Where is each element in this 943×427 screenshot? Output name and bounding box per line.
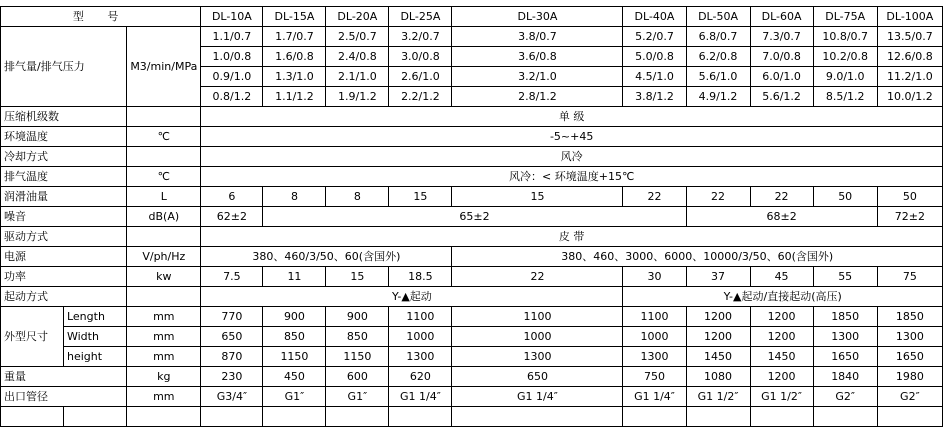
table-cell: 1450 xyxy=(750,347,813,367)
table-cell: 8 xyxy=(326,187,389,207)
weight-row xyxy=(1,367,943,387)
power-row xyxy=(1,267,943,287)
table-cell: 4.5/1.0 xyxy=(623,67,686,87)
model-dl-10a: DL-10A xyxy=(201,7,263,27)
power-supply-unit: V/ph/Hz xyxy=(127,247,201,267)
table-cell: 2.1/1.0 xyxy=(326,67,389,87)
ambient-row xyxy=(1,127,943,147)
table-cell: 2.6/1.0 xyxy=(389,67,452,87)
table-cell: G2″ xyxy=(813,387,877,407)
empty-cell xyxy=(452,407,623,427)
empty-cell xyxy=(813,407,877,427)
model-dl-50a: DL-50A xyxy=(686,7,750,27)
table-cell: 10.0/1.2 xyxy=(877,87,942,107)
outlet-label: 出口管径 xyxy=(1,387,127,407)
dimension-unit: mm xyxy=(127,327,201,347)
table-cell: 22 xyxy=(750,187,813,207)
table-cell: 12.6/0.8 xyxy=(877,47,942,67)
model-dl-40a: DL-40A xyxy=(623,7,686,27)
model-dl-20a: DL-20A xyxy=(326,7,389,27)
empty-cell xyxy=(326,407,389,427)
dimension-row xyxy=(1,307,943,327)
discharge-temp-label: 排气温度 xyxy=(1,167,127,187)
table-cell: 4.9/1.2 xyxy=(686,87,750,107)
table-cell: 10.8/0.7 xyxy=(813,27,877,47)
dimension-sub-label: Width xyxy=(63,327,126,347)
table-cell: G1 1/2″ xyxy=(750,387,813,407)
stages-label: 压缩机级数 xyxy=(1,107,127,127)
start-label: 起动方式 xyxy=(1,287,127,307)
table-cell: 1200 xyxy=(750,327,813,347)
table-cell: 45 xyxy=(750,267,813,287)
table-cell: 1.7/0.7 xyxy=(263,27,326,47)
table-cell: 0.9/1.0 xyxy=(201,67,263,87)
empty-cell xyxy=(389,407,452,427)
table-cell: 22 xyxy=(452,267,623,287)
model-dl-15a: DL-15A xyxy=(263,7,326,27)
drive-row xyxy=(1,227,943,247)
table-cell: 900 xyxy=(326,307,389,327)
table-cell: 850 xyxy=(263,327,326,347)
table-cell: G1″ xyxy=(263,387,326,407)
table-cell: 900 xyxy=(263,307,326,327)
model-dl-60a: DL-60A xyxy=(750,7,813,27)
empty-cell xyxy=(63,407,126,427)
table-cell: 6.0/1.0 xyxy=(750,67,813,87)
table-cell: 380、460/3/50、60(含国外) xyxy=(201,247,452,267)
dimension-unit: mm xyxy=(127,347,201,367)
dimension-sub-label: height xyxy=(63,347,126,367)
table-cell: 75 xyxy=(877,267,942,287)
table-cell: G1 1/4″ xyxy=(389,387,452,407)
discharge-temp-value: 风冷：< 环境温度+15℃ xyxy=(201,167,943,187)
table-cell: 230 xyxy=(201,367,263,387)
power-supply-row xyxy=(1,247,943,267)
empty-cell xyxy=(1,407,64,427)
table-cell: G1 1/2″ xyxy=(686,387,750,407)
table-cell: 10.2/0.8 xyxy=(813,47,877,67)
start-row xyxy=(1,287,943,307)
empty-cell xyxy=(686,407,750,427)
table-cell: 1.9/1.2 xyxy=(326,87,389,107)
table-cell: 7.0/0.8 xyxy=(750,47,813,67)
table-cell: 37 xyxy=(686,267,750,287)
table-cell: 8.5/1.2 xyxy=(813,87,877,107)
table-cell: 1100 xyxy=(389,307,452,327)
table-cell: 1850 xyxy=(813,307,877,327)
dimension-row xyxy=(1,327,943,347)
table-cell: 6 xyxy=(201,187,263,207)
stages-value: 单 级 xyxy=(201,107,943,127)
table-cell: 600 xyxy=(326,367,389,387)
table-cell: 15 xyxy=(452,187,623,207)
table-cell: 1200 xyxy=(686,307,750,327)
empty-cell xyxy=(263,407,326,427)
table-cell: 1.1/1.2 xyxy=(263,87,326,107)
table-cell: 3.8/0.7 xyxy=(452,27,623,47)
table-cell: 1650 xyxy=(813,347,877,367)
air-delivery-unit: M3/min/MPa xyxy=(127,27,201,107)
noise-row xyxy=(1,207,943,227)
oil-label: 润滑油量 xyxy=(1,187,127,207)
table-cell: 1850 xyxy=(877,307,942,327)
spec-table xyxy=(0,6,943,427)
noise-unit: dB(A) xyxy=(127,207,201,227)
table-cell: 1200 xyxy=(750,307,813,327)
table-cell: 1000 xyxy=(623,327,686,347)
header-title: 型 号 xyxy=(1,7,201,27)
table-cell: 65±2 xyxy=(263,207,686,227)
table-cell: 870 xyxy=(201,347,263,367)
table-cell: 850 xyxy=(326,327,389,347)
empty-cell xyxy=(127,407,201,427)
dimension-row xyxy=(1,347,943,367)
cooling-row xyxy=(1,147,943,167)
drive-value: 皮 带 xyxy=(201,227,943,247)
weight-label: 重量 xyxy=(1,367,127,387)
table-cell: 62±2 xyxy=(201,207,263,227)
table-cell: 9.0/1.0 xyxy=(813,67,877,87)
table-cell: 18.5 xyxy=(389,267,452,287)
table-cell: 1200 xyxy=(686,327,750,347)
model-dl-100a: DL-100A xyxy=(877,7,942,27)
table-cell: 15 xyxy=(326,267,389,287)
power-supply-label: 电源 xyxy=(1,247,127,267)
table-cell: G1 1/4″ xyxy=(452,387,623,407)
table-cell: 50 xyxy=(813,187,877,207)
table-cell: 72±2 xyxy=(877,207,942,227)
dimension-sub-label: Length xyxy=(63,307,126,327)
table-cell: 650 xyxy=(452,367,623,387)
table-cell: G1″ xyxy=(326,387,389,407)
header-row xyxy=(1,7,943,27)
table-cell: 380、460、3000、6000、10000/3/50、60(含国外) xyxy=(452,247,943,267)
table-cell: 1650 xyxy=(877,347,942,367)
table-cell: 6.8/0.7 xyxy=(686,27,750,47)
dimension-unit: mm xyxy=(127,307,201,327)
dimensions-label: 外型尺寸 xyxy=(1,307,64,367)
ambient-label: 环境温度 xyxy=(1,127,127,147)
air-delivery-label: 排气量/排气压力 xyxy=(1,27,127,107)
table-cell: 1300 xyxy=(389,347,452,367)
table-cell: 1.3/1.0 xyxy=(263,67,326,87)
table-cell: G2″ xyxy=(877,387,942,407)
ambient-unit: ℃ xyxy=(127,127,201,147)
empty-cell xyxy=(623,407,686,427)
table-cell: 15 xyxy=(389,187,452,207)
table-cell: 5.6/1.0 xyxy=(686,67,750,87)
table-cell: 3.2/1.0 xyxy=(452,67,623,87)
power-unit: kw xyxy=(127,267,201,287)
cooling-label: 冷却方式 xyxy=(1,147,127,167)
table-cell: 5.6/1.2 xyxy=(750,87,813,107)
table-cell: 1080 xyxy=(686,367,750,387)
table-cell: 1200 xyxy=(750,367,813,387)
table-cell: 1000 xyxy=(389,327,452,347)
table-cell: 1450 xyxy=(686,347,750,367)
table-cell: 5.2/0.7 xyxy=(623,27,686,47)
table-cell: 1300 xyxy=(452,347,623,367)
outlet-row xyxy=(1,387,943,407)
table-cell: 450 xyxy=(263,367,326,387)
table-cell: 22 xyxy=(623,187,686,207)
discharge-temp-row xyxy=(1,167,943,187)
table-cell: G1 1/4″ xyxy=(623,387,686,407)
drive-unit xyxy=(127,227,201,247)
discharge-temp-unit: ℃ xyxy=(127,167,201,187)
empty-cell xyxy=(750,407,813,427)
table-cell: 1300 xyxy=(813,327,877,347)
cooling-value: 风冷 xyxy=(201,147,943,167)
drive-label: 驱动方式 xyxy=(1,227,127,247)
air-delivery-row xyxy=(1,27,943,47)
empty-cell xyxy=(201,407,263,427)
table-cell: 1.0/0.8 xyxy=(201,47,263,67)
stages-row xyxy=(1,107,943,127)
model-dl-75a: DL-75A xyxy=(813,7,877,27)
empty-row xyxy=(1,407,943,427)
model-dl-30a: DL-30A xyxy=(452,7,623,27)
weight-unit: kg xyxy=(127,367,201,387)
stages-unit xyxy=(127,107,201,127)
table-cell: 7.5 xyxy=(201,267,263,287)
table-cell: 1100 xyxy=(623,307,686,327)
table-cell: 11 xyxy=(263,267,326,287)
table-cell: 1100 xyxy=(452,307,623,327)
table-cell: 3.8/1.2 xyxy=(623,87,686,107)
table-cell: 68±2 xyxy=(686,207,877,227)
table-cell: 1000 xyxy=(452,327,623,347)
table-cell: 0.8/1.2 xyxy=(201,87,263,107)
table-cell: 2.4/0.8 xyxy=(326,47,389,67)
table-cell: 650 xyxy=(201,327,263,347)
table-cell: 1300 xyxy=(877,327,942,347)
table-cell: 2.5/0.7 xyxy=(326,27,389,47)
oil-unit: L xyxy=(127,187,201,207)
start-unit xyxy=(127,287,201,307)
table-cell: 3.0/0.8 xyxy=(389,47,452,67)
table-cell: 6.2/0.8 xyxy=(686,47,750,67)
power-label: 功率 xyxy=(1,267,127,287)
table-cell: 2.2/1.2 xyxy=(389,87,452,107)
table-cell: 30 xyxy=(623,267,686,287)
table-cell: 1300 xyxy=(623,347,686,367)
table-cell: 1.1/0.7 xyxy=(201,27,263,47)
table-cell: 7.3/0.7 xyxy=(750,27,813,47)
model-dl-25a: DL-25A xyxy=(389,7,452,27)
table-cell: 11.2/1.0 xyxy=(877,67,942,87)
outlet-unit: mm xyxy=(127,387,201,407)
table-cell: 1150 xyxy=(263,347,326,367)
empty-cell xyxy=(877,407,942,427)
table-cell: 3.2/0.7 xyxy=(389,27,452,47)
table-cell: 5.0/0.8 xyxy=(623,47,686,67)
table-cell: 770 xyxy=(201,307,263,327)
table-cell: G3/4″ xyxy=(201,387,263,407)
table-cell: 750 xyxy=(623,367,686,387)
table-cell: 1.6/0.8 xyxy=(263,47,326,67)
table-cell: Y-▲起动/直接起动(高压) xyxy=(623,287,943,307)
table-cell: 2.8/1.2 xyxy=(452,87,623,107)
table-cell: Y-▲起动 xyxy=(201,287,623,307)
table-cell: 620 xyxy=(389,367,452,387)
oil-row xyxy=(1,187,943,207)
table-cell: 1980 xyxy=(877,367,942,387)
table-cell: 1150 xyxy=(326,347,389,367)
table-cell: 13.5/0.7 xyxy=(877,27,942,47)
table-cell: 50 xyxy=(877,187,942,207)
table-cell: 55 xyxy=(813,267,877,287)
noise-label: 噪音 xyxy=(1,207,127,227)
table-cell: 3.6/0.8 xyxy=(452,47,623,67)
ambient-value: -5~+45 xyxy=(201,127,943,147)
cooling-unit xyxy=(127,147,201,167)
table-cell: 1840 xyxy=(813,367,877,387)
table-cell: 8 xyxy=(263,187,326,207)
table-cell: 22 xyxy=(686,187,750,207)
